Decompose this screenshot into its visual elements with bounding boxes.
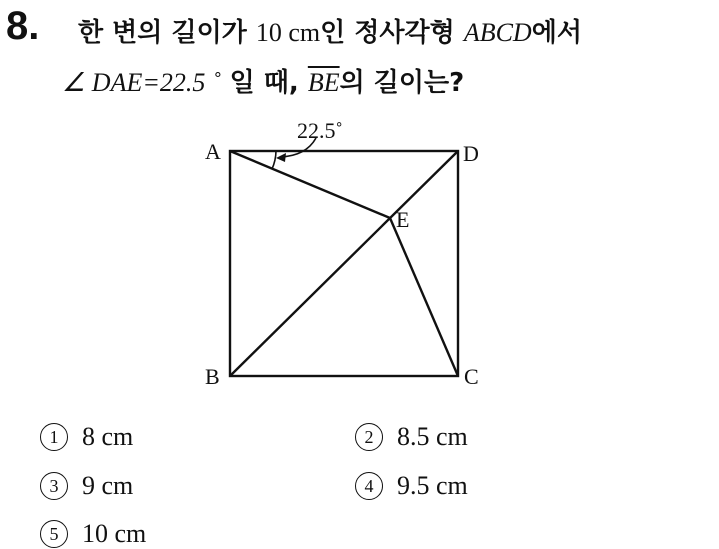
segment-ae <box>230 151 390 218</box>
question-text-part: 에서 <box>531 18 582 48</box>
segment-ec <box>390 218 458 376</box>
question-number: 8. <box>6 4 40 48</box>
choice-text: 10 cm <box>82 519 147 548</box>
diagonal-bd <box>230 151 458 376</box>
choice-marker: 2 <box>355 423 383 451</box>
choice-marker: 3 <box>40 472 68 500</box>
angle-condition: ∠ DAE=22.5 ˚ <box>62 68 221 97</box>
question-text-part: 인 정사각형 <box>320 18 464 48</box>
vertex-label-e: E <box>396 207 410 232</box>
question-text-part: 한 변의 길이가 <box>78 18 256 48</box>
choice-text: 9.5 cm <box>397 471 468 500</box>
vertex-label-b: B <box>205 364 220 389</box>
question-text-part: 일 때, <box>220 68 308 98</box>
angle-label: 22.5˚ <box>297 118 343 143</box>
question-text-part: 의 길이는? <box>339 68 465 98</box>
angle-arc <box>272 151 276 169</box>
choice-marker: 4 <box>355 472 383 500</box>
vertex-label-d: D <box>463 141 479 166</box>
choice-marker: 1 <box>40 423 68 451</box>
square-name: ABCD <box>463 18 532 47</box>
side-length: 10 cm <box>255 18 321 47</box>
choice-2[interactable] <box>355 422 468 452</box>
choice-text: 8 cm <box>82 422 134 451</box>
choice-1[interactable] <box>40 422 133 452</box>
angle-arrowhead <box>276 153 286 162</box>
choice-5[interactable] <box>40 519 146 549</box>
choice-4[interactable] <box>355 471 468 501</box>
choice-text: 8.5 cm <box>397 422 468 451</box>
vertex-label-c: C <box>464 364 479 389</box>
segment-be: $\overline{BE}$ <box>307 68 340 97</box>
choice-marker: 5 <box>40 520 68 548</box>
vertex-label-a: A <box>205 139 221 164</box>
choice-text: 9 cm <box>82 471 134 500</box>
choice-3[interactable] <box>40 471 133 501</box>
